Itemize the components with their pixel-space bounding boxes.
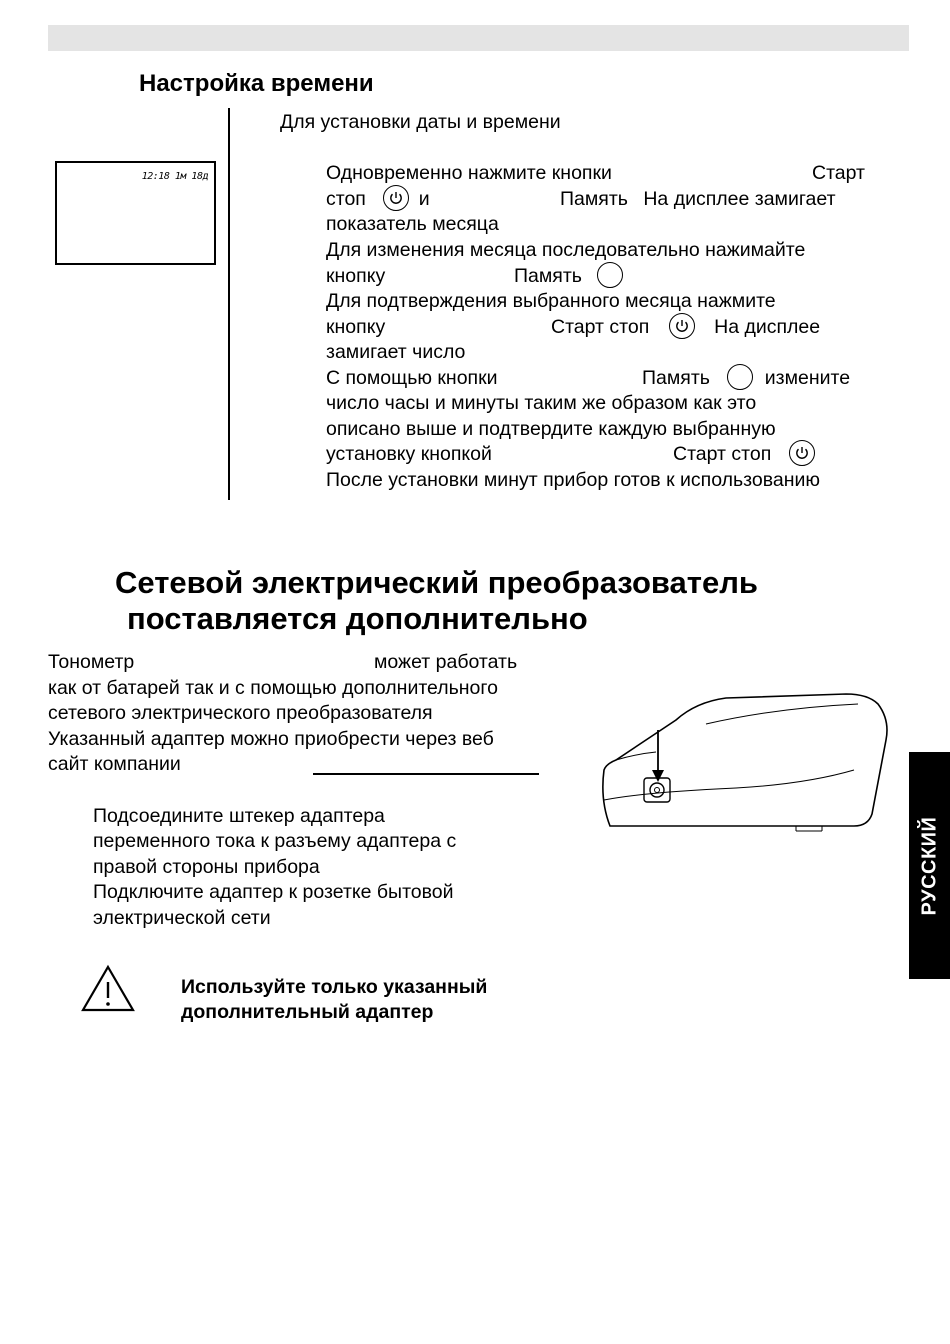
header-bar xyxy=(48,25,909,51)
text: стоп xyxy=(326,188,366,210)
instruction-line-4: Для изменения месяца последовательно нажимайте xyxy=(326,239,806,261)
paragraph-line-2: как от батарей так и с помощью дополнительного xyxy=(48,677,498,699)
power-icon xyxy=(383,185,409,211)
instruction-line-7: кнопку xyxy=(326,316,386,338)
instruction-line-12: установку кнопкой xyxy=(326,443,492,465)
language-label: РУССКИЙ xyxy=(918,816,940,915)
intro-text: Для установки даты и времени xyxy=(280,111,561,133)
step-line-3: правой стороны прибора xyxy=(93,856,320,878)
instruction-line-2 xyxy=(326,187,430,213)
instruction-line-9-right xyxy=(642,366,850,392)
instruction-line-7-right xyxy=(551,315,820,341)
instruction-line-6: Для подтверждения выбранного месяца нажмите xyxy=(326,290,776,312)
power-icon xyxy=(669,313,695,339)
text: Одновременно нажмите кнопки xyxy=(326,162,612,184)
step-line-2: переменного тока к разъему адаптера с xyxy=(93,830,457,852)
website-blank-line xyxy=(313,773,539,775)
power-icon xyxy=(789,440,815,466)
text: Память xyxy=(560,188,628,210)
warning-line-1: Используйте только указанный xyxy=(181,976,488,998)
instruction-line-8: замигает число xyxy=(326,341,466,363)
paragraph-line-1-right: может работать xyxy=(374,651,518,673)
text: На дисплее замигает xyxy=(643,188,836,210)
language-side-tab xyxy=(909,752,950,979)
section-title-time: Настройка времени xyxy=(139,70,374,97)
lcd-readout: 12:18 1м 18д xyxy=(141,171,208,182)
paragraph-line-4: Указанный адаптер можно приобрести через веб xyxy=(48,728,494,750)
instruction-line-5-right xyxy=(514,264,623,290)
instruction-line-1-right: Старт xyxy=(812,162,865,184)
memory-button-icon xyxy=(597,262,623,288)
instruction-line-5: кнопку xyxy=(326,265,386,287)
instruction-line-11: описано выше и подтвердите каждую выбранную xyxy=(326,418,776,440)
paragraph-line-1: Тонометр xyxy=(48,651,135,673)
text: измените xyxy=(764,367,851,389)
instruction-line-2-right xyxy=(560,187,836,213)
text: и xyxy=(418,188,430,210)
instruction-line-13: После установки минут прибор готов к использованию xyxy=(326,469,821,491)
text: Старт стоп xyxy=(673,443,772,465)
step-line-4: Подключите адаптер к розетке бытовой xyxy=(93,881,454,903)
device-side-view-illustration xyxy=(596,690,892,840)
section-title-adapter-line2: поставляется дополнительно xyxy=(127,601,588,636)
paragraph-line-3: сетевого электрического преобразователя xyxy=(48,702,433,724)
step-line-1: Подсоедините штекер адаптера xyxy=(93,805,385,827)
step-line-5: электрической сети xyxy=(93,907,271,929)
text: Память xyxy=(642,367,710,389)
lcd-display-illustration xyxy=(55,161,216,265)
paragraph-line-5: сайт компании xyxy=(48,753,181,775)
memory-button-icon xyxy=(727,364,753,390)
text: Память xyxy=(514,265,582,287)
section-title-adapter-line1: Сетевой электрический преобразователь xyxy=(115,565,758,600)
warning-triangle-icon xyxy=(80,964,136,1014)
instruction-line-10: число часы и минуты таким же образом как это xyxy=(326,392,757,414)
vertical-divider xyxy=(228,108,230,500)
warning-line-2: дополнительный адаптер xyxy=(181,1001,434,1023)
instruction-line-3: показатель месяца xyxy=(326,213,499,235)
instruction-line-1 xyxy=(326,161,612,187)
instruction-line-12-right xyxy=(673,442,815,468)
text: Старт стоп xyxy=(551,316,650,338)
instruction-line-9: С помощью кнопки xyxy=(326,367,498,389)
text: На дисплее xyxy=(714,316,821,338)
